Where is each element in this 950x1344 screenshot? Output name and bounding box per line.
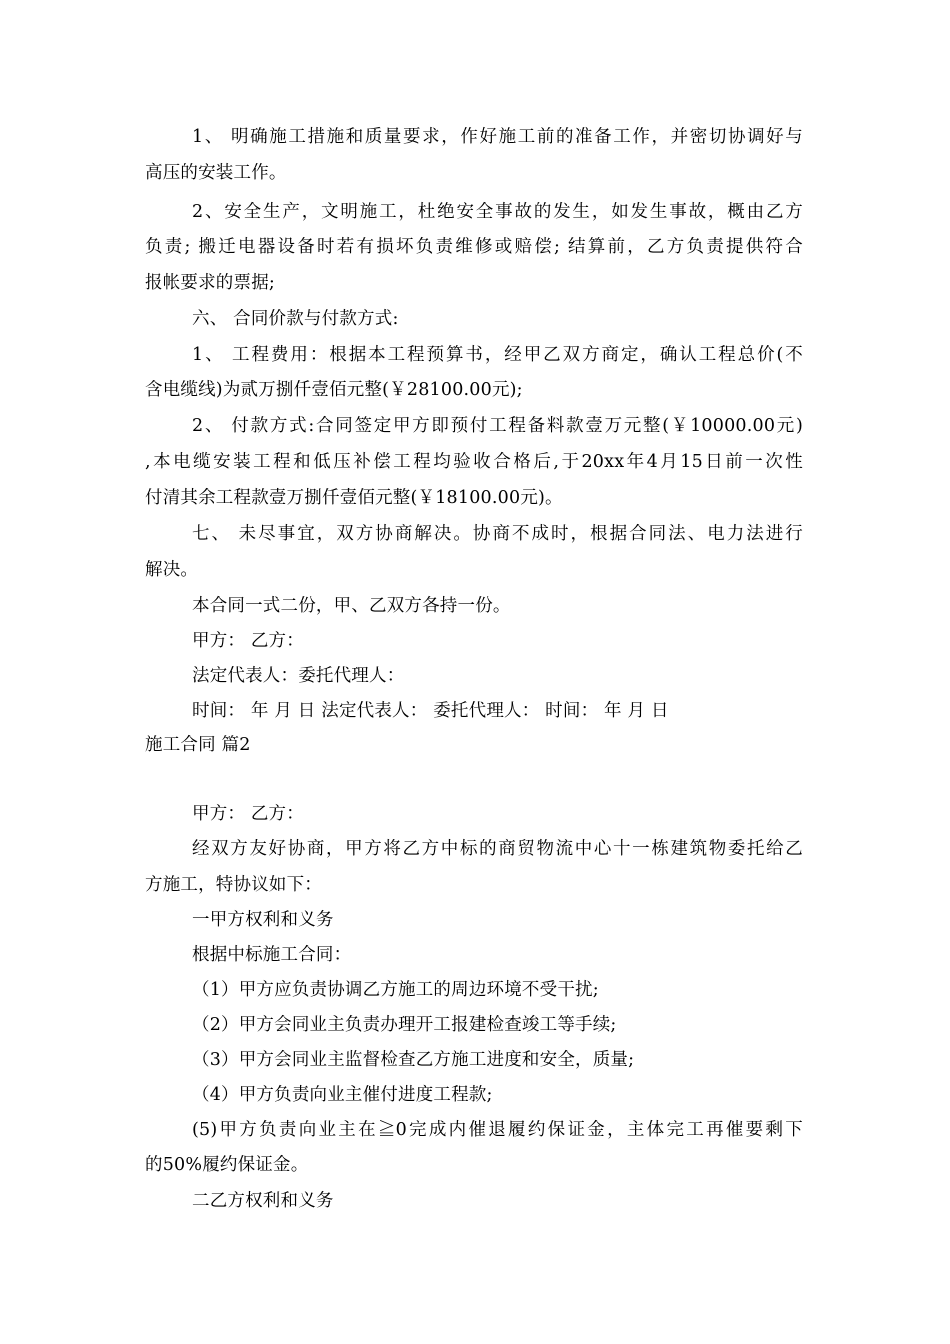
section-heading: 六、 合同价款与付款方式: xyxy=(192,309,399,329)
text-line: 2、 付款方式:合同签定甲方即预付工程备料款壹万元整(￥10000.00元) xyxy=(192,416,803,436)
signature-line: 法定代表人：委托代理人： xyxy=(192,666,405,686)
text-line: 高压的安装工作。 xyxy=(145,163,287,183)
text-line: 经双方友好协商，甲方将乙方中标的商贸物流中心十一栋建筑物委托给乙 xyxy=(192,839,803,859)
text-line: ,本电缆安装工程和低压补偿工程均验收合格后,于20xx年4月15日前一次性 xyxy=(145,452,803,472)
signature-line: 甲方： 乙方： xyxy=(192,804,304,824)
signature-line: 时间： 年 月 日 法定代表人： 委托代理人： 时间： 年 月 日 xyxy=(192,701,669,721)
list-item: （1）甲方应负责协调乙方施工的周边环境不受干扰; xyxy=(192,980,599,1000)
text-line: 本合同一式二份，甲、乙双方各持一份。 xyxy=(192,596,511,616)
text-line: 七、 未尽事宜，双方协商解决。协商不成时，根据合同法、电力法进行 xyxy=(192,524,803,544)
text-line: 1、 工程费用：根据本工程预算书，经甲乙双方商定，确认工程总价(不 xyxy=(192,345,803,365)
section-heading: 二乙方权利和义务 xyxy=(192,1191,334,1211)
list-item: （4）甲方负责向业主催付进度工程款; xyxy=(192,1085,493,1105)
text-line: 根据中标施工合同： xyxy=(192,945,352,965)
text-line: 2、安全生产，文明施工，杜绝安全事故的发生，如发生事故，概由乙方 xyxy=(192,202,803,222)
text-line: 付清其余工程款壹万捌仟壹佰元整(￥18100.00元)。 xyxy=(145,488,563,508)
list-item: (5)甲方负责向业主在≧0完成内催退履约保证金，主体完工再催要剩下 xyxy=(192,1120,803,1140)
list-item: （2）甲方会同业主负责办理开工报建检查竣工等手续; xyxy=(192,1015,617,1035)
text-line: 报帐要求的票据; xyxy=(145,273,275,293)
section-title: 施工合同 篇2 xyxy=(145,735,251,755)
text-line: 负责; 搬迁电器设备时若有损坏负责维修或赔偿; 结算前，乙方负责提供符合 xyxy=(145,237,803,257)
section-heading: 一甲方权利和义务 xyxy=(192,910,334,930)
text-line: 含电缆线)为贰万捌仟壹佰元整(￥28100.00元); xyxy=(145,380,523,400)
list-item: （3）甲方会同业主监督检查乙方施工进度和安全，质量; xyxy=(192,1050,635,1070)
text-line: 1、 明确施工措施和质量要求，作好施工前的准备工作，并密切协调好与 xyxy=(192,127,803,147)
text-line: 方施工，特协议如下： xyxy=(145,875,322,895)
text-line: 的50%履约保证金。 xyxy=(145,1155,309,1175)
text-line: 解决。 xyxy=(145,560,199,580)
signature-line: 甲方： 乙方： xyxy=(192,631,304,651)
